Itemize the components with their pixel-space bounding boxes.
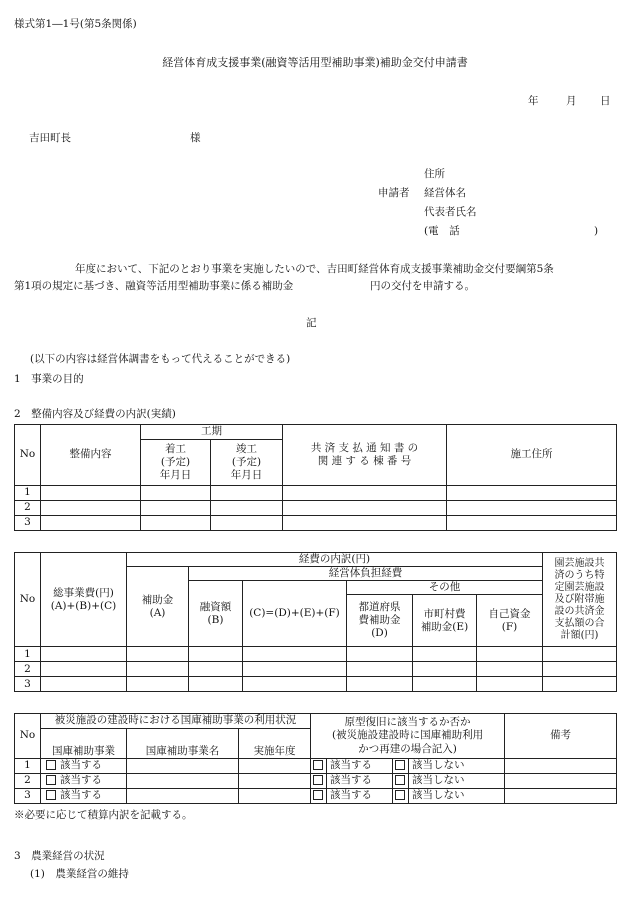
t1-header-end: 竣工 (予定) 年月日	[211, 440, 283, 486]
restore-yes-label: 該当する	[327, 759, 393, 774]
t2-row-no: 3	[15, 677, 41, 692]
t2-header-loan: 融資額 (B)	[189, 581, 243, 647]
section-3-1-heading: (1) 農業経営の維持	[30, 868, 129, 880]
restore-yes-label: 該当する	[327, 789, 393, 804]
t2-header-burden: 経営体負担経費	[189, 567, 543, 581]
t3-row-no: 3	[15, 789, 41, 804]
t3-header-no: No	[15, 714, 41, 759]
restore-no-label: 該当しない	[409, 774, 505, 789]
form-number: 様式第1―1号(第5条関係)	[14, 18, 137, 30]
applicant-representative-label: 代表者氏名	[424, 206, 477, 218]
disaster-table	[14, 713, 617, 804]
t2-header-other: その他	[347, 581, 543, 595]
table-row	[15, 516, 617, 531]
t2-header-city: 市町村費 補助金(E)	[413, 595, 477, 647]
t2-header-subsidy: 補助金 (A)	[127, 567, 189, 647]
restore-no-label: 該当しない	[409, 759, 505, 774]
t2-header-own: 自己資金 (F)	[477, 595, 543, 647]
table-row	[15, 677, 617, 692]
table-row	[15, 759, 617, 774]
table-row	[15, 501, 617, 516]
addressee-name: 吉田町長	[29, 132, 71, 144]
t2-header-horti: 園芸施設共 済のうち特 定園芸施設 及び附帯施 設の共済金 支払額の合 計額(円)	[543, 553, 617, 647]
note-top: (以下の内容は経営体調書をもって代えることができる)	[30, 353, 291, 365]
restore-yes-checkbox[interactable]	[313, 760, 323, 770]
table-row	[15, 647, 617, 662]
applicant-address-label: 住所	[424, 168, 445, 180]
section-2-heading: 2 整備内容及び経費の内訳(実績)	[14, 408, 176, 420]
table-row	[15, 774, 617, 789]
t3-row-no: 1	[15, 759, 41, 774]
body-line-1: 年度において、下記のとおり事業を実施したいので、吉田町経営体育成支援事業補助金交付要綱第5条	[75, 263, 554, 275]
t2-header-total: 総事業費(円) (A)+(B)+(C)	[41, 553, 127, 647]
restore-yes-label: 該当する	[327, 774, 393, 789]
t3-header-year: 実施年度	[239, 729, 311, 759]
t1-header-start: 着工 (予定) 年月日	[141, 440, 211, 486]
restore-no-checkbox[interactable]	[395, 775, 405, 785]
t3-row-no: 2	[15, 774, 41, 789]
applicant-phone-label: (電 話	[424, 225, 460, 237]
t3-header-restore: 原型復旧に該当するか否か (被災施設建設時に国庫補助利用 かつ再建の場合記入)	[311, 714, 505, 759]
applicable-label: 該当する	[60, 774, 102, 787]
applicable-label: 該当する	[60, 789, 102, 802]
t3-header-usage: 被災施設の建設時における国庫補助事業の利用状況	[41, 714, 311, 729]
t3-header-remarks: 備考	[505, 714, 617, 759]
body-line-2b: 円の交付を申請する。	[370, 280, 475, 292]
body-line-2a: 第1項の規定に基づき、融資等活用型補助事業に係る補助金	[14, 280, 294, 292]
t2-row-no: 2	[15, 662, 41, 677]
t2-header-formula: (C)=(D)+(E)+(F)	[243, 581, 347, 647]
t1-header-notice: 共 済 支 払 通 知 書 の 関 連 す る 棟 番 号	[283, 425, 447, 486]
date-day: 日	[600, 95, 611, 107]
t2-row-no: 1	[15, 647, 41, 662]
national-checkbox[interactable]	[46, 760, 56, 770]
restore-no-label: 該当しない	[409, 789, 505, 804]
table-row	[15, 662, 617, 677]
t1-row-no: 3	[15, 516, 41, 531]
restore-no-checkbox[interactable]	[395, 790, 405, 800]
footnote: ※必要に応じて積算内訳を記載する。	[14, 809, 193, 821]
national-checkbox[interactable]	[46, 790, 56, 800]
addressee-honorific: 様	[190, 132, 201, 144]
facility-table	[14, 424, 617, 531]
t1-header-content: 整備内容	[41, 425, 141, 486]
t1-row-no: 1	[15, 486, 41, 501]
applicant-entity-label: 経営体名	[424, 187, 466, 199]
date-year: 年	[528, 95, 539, 107]
t2-header-breakdown: 経費の内訳(円)	[127, 553, 543, 567]
section-3-heading: 3 農業経営の状況	[14, 850, 105, 862]
t2-header-no: No	[15, 553, 41, 647]
t1-header-period: 工期	[141, 425, 283, 440]
document-title: 経営体育成支援事業(融資等活用型補助事業)補助金交付申請書	[162, 56, 468, 69]
expense-table	[14, 552, 617, 692]
t1-header-no: No	[15, 425, 41, 486]
t3-header-national: 国庫補助事業	[41, 729, 127, 759]
restore-no-checkbox[interactable]	[395, 760, 405, 770]
applicable-label: 該当する	[60, 759, 102, 772]
applicant-label: 申請者	[378, 187, 410, 199]
t1-header-address: 施工住所	[447, 425, 617, 486]
t2-header-pref: 都道府県 費補助金 (D)	[347, 595, 413, 647]
applicant-phone-close: )	[594, 225, 599, 237]
restore-yes-checkbox[interactable]	[313, 790, 323, 800]
table-row	[15, 486, 617, 501]
table-row	[15, 789, 617, 804]
ki-heading: 記	[306, 317, 317, 329]
restore-yes-checkbox[interactable]	[313, 775, 323, 785]
section-1-heading: 1 事業の目的	[14, 373, 84, 385]
national-checkbox[interactable]	[46, 775, 56, 785]
t1-row-no: 2	[15, 501, 41, 516]
date-month: 月	[566, 95, 577, 107]
t3-header-project-name: 国庫補助事業名	[127, 729, 239, 759]
